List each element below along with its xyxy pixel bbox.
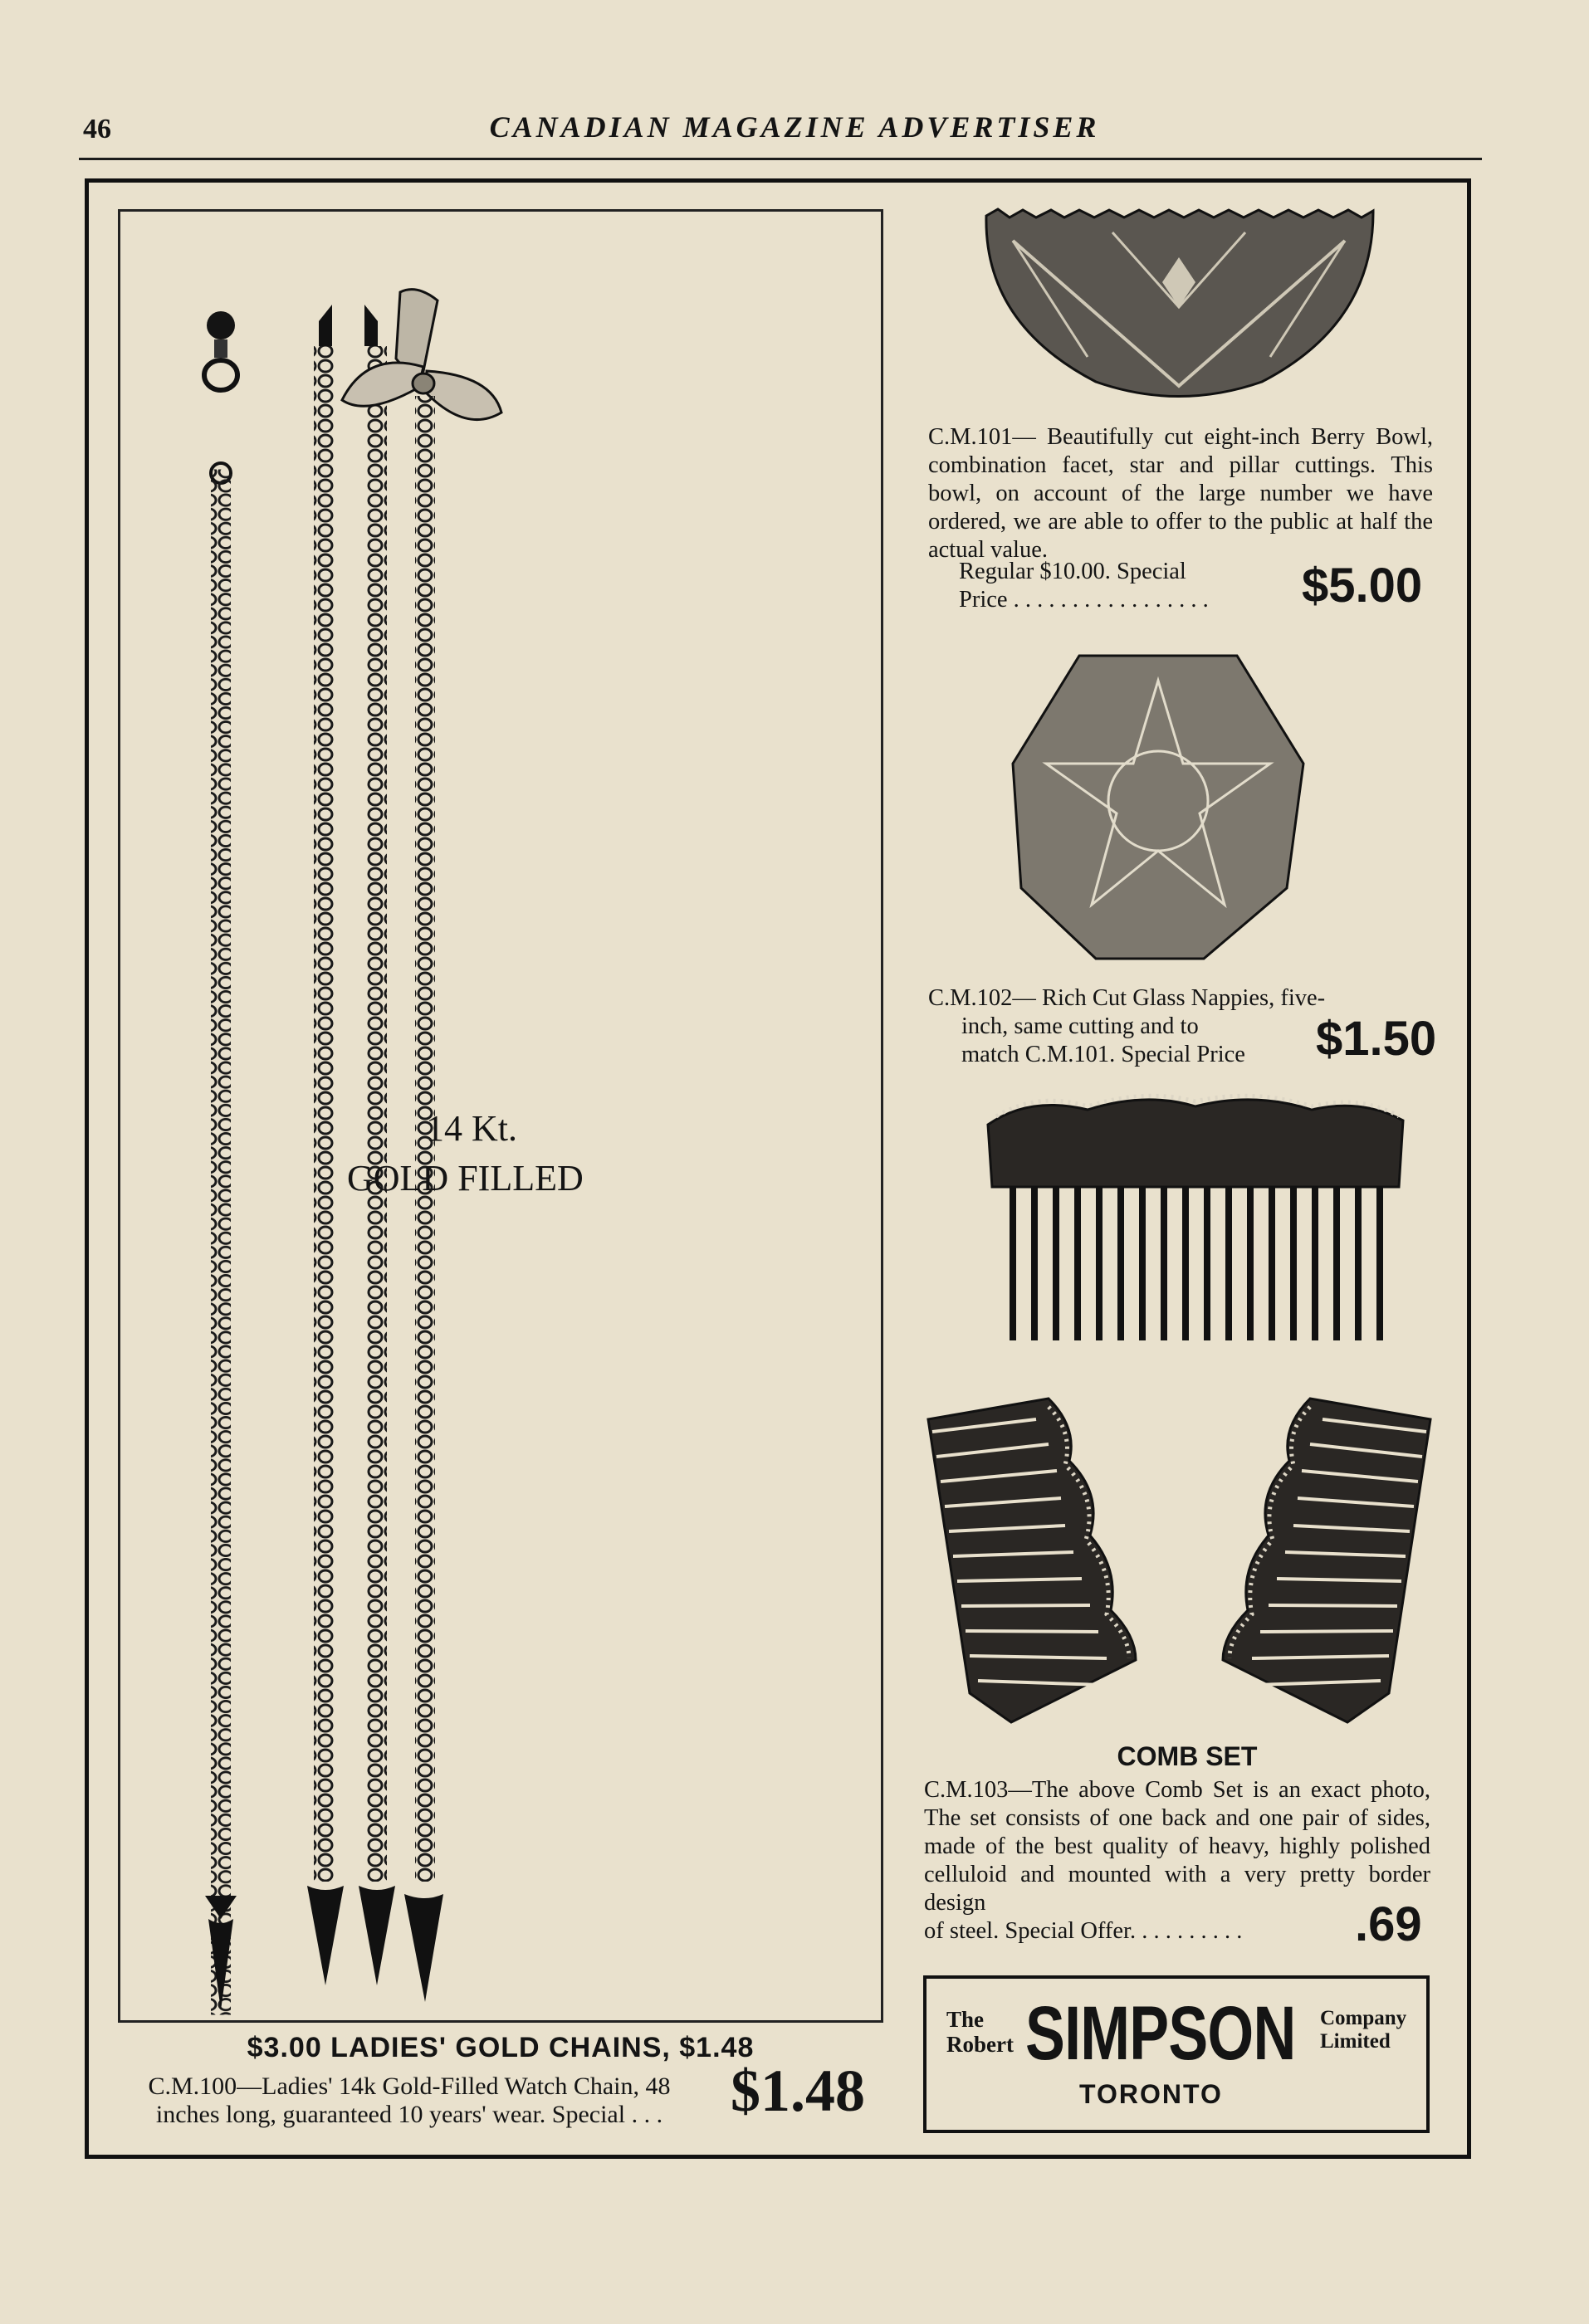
running-header: CANADIAN MAGAZINE ADVERTISER (489, 110, 1100, 144)
nappies-line-3: match C.M.101. Special Price (961, 1042, 1245, 1067)
left-side-comb (928, 1399, 1136, 1722)
simpson-company: Company (1320, 2007, 1407, 2029)
header-rule (79, 158, 1482, 160)
simpson-company-limited (1320, 2007, 1406, 2053)
berry-bowl-image (980, 208, 1378, 411)
comb-set-text: C.M.103—The above Comb Set is an exact photo, The set consists of one back and one pair of sides, made of the best quality of heavy, highly polished celluloid and mounted with a very pretty border design (924, 1777, 1430, 1916)
simpson-limited: Limited (1320, 2030, 1391, 2053)
chain-1 (204, 311, 237, 2015)
side-combs-image (912, 1394, 1447, 1735)
berry-bowl-description: C.M.101— Beautifully cut eight-inch Berry Bowl, combination facet, star and pillar cuttings. This bowl, on account of the large number we have ordered, we are able to offer to the public at half the actual value. (928, 424, 1433, 563)
nappies-price: $1.50 (1316, 1012, 1437, 1066)
comb-set-last-line: of steel. Special Offer. . . . . . . . . . (924, 1918, 1243, 1944)
nappies-image (1005, 639, 1312, 967)
chains-description (106, 2073, 712, 2129)
simpson-city: TORONTO (1079, 2079, 1223, 2109)
simpson-name: SIMPSON (1025, 1991, 1296, 2076)
chains-headline: $3.00 LADIES' GOLD CHAINS, $1.48 (247, 2032, 755, 2063)
chains-price: $1.48 (731, 2058, 865, 2124)
back-comb-image (980, 1091, 1411, 1349)
nappies-line-2: inch, same cutting and to (961, 1013, 1199, 1039)
simpson-the-robert (946, 2007, 1014, 2057)
berry-bowl-regular-price (959, 558, 1209, 614)
chains-description-line-1: C.M.100—Ladies' 14k Gold-Filled Watch Chain, 48 (148, 2073, 671, 2100)
chain-2 (307, 305, 344, 1985)
berry-bowl-price-line: Price . . . . . . . . . . . . . . . . . (959, 587, 1209, 613)
page-number: 46 (83, 114, 111, 144)
nappies-line-1: C.M.102— Rich Cut Glass Nappies, five- (928, 985, 1326, 1011)
gold-filled-text: GOLD FILLED (347, 1158, 584, 1199)
right-side-comb (1223, 1399, 1430, 1722)
gold-filled-label (347, 1104, 584, 1204)
comb-set-price: .69 (1355, 1897, 1422, 1951)
comb-set-heading: COMB SET (1117, 1741, 1258, 1771)
berry-bowl-price: $5.00 (1302, 559, 1423, 613)
simpson-the: The (946, 2007, 985, 2032)
gold-filled-karat: 14 Kt. (426, 1108, 517, 1149)
chains-description-line-2: inches long, guaranteed 10 years' wear. Special . . . (155, 2101, 663, 2128)
simpson-robert: Robert (946, 2032, 1014, 2057)
berry-bowl-regular-line: Regular $10.00. Special (959, 559, 1186, 584)
